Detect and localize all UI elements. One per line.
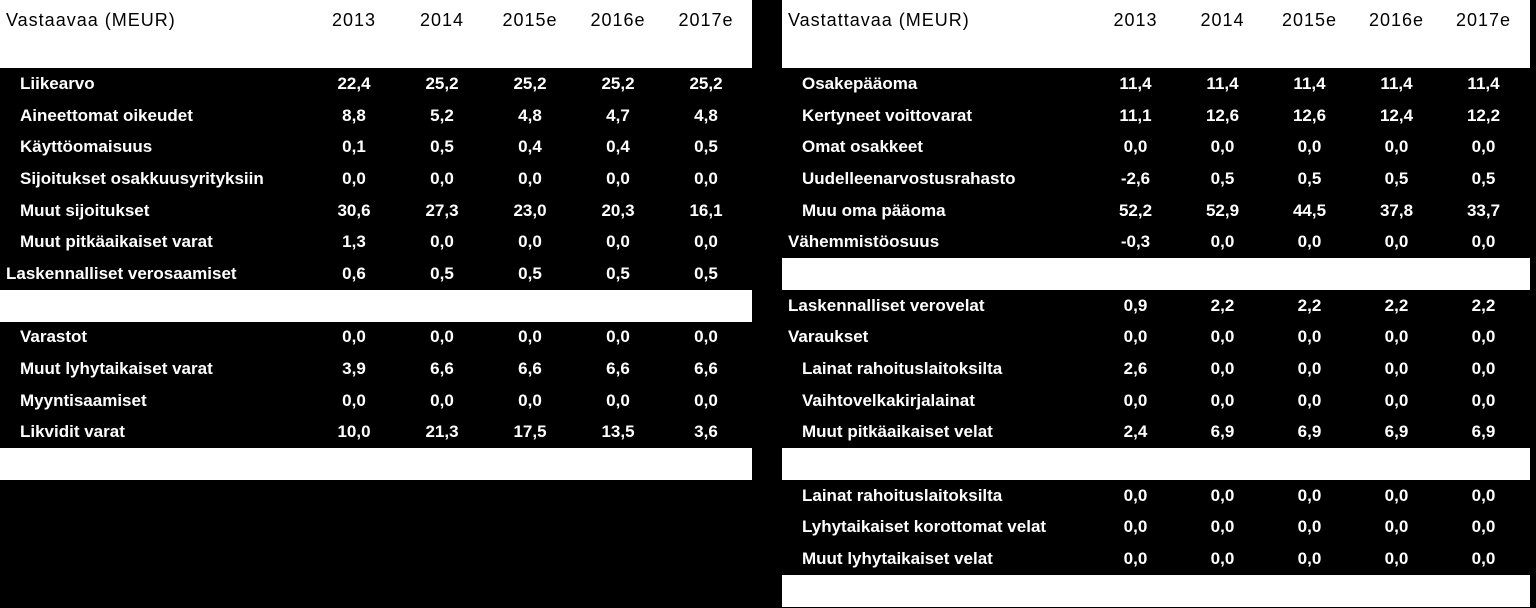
- row-value: 0,0: [606, 232, 630, 252]
- row-value: 3,9: [342, 359, 366, 379]
- row-value: 0,0: [1471, 390, 1496, 410]
- row-value: 0,0: [1384, 549, 1409, 569]
- row-label: Käyttöomaisuus: [20, 137, 153, 157]
- row-value: 0,0: [1384, 327, 1409, 347]
- row-value: 0,5: [1297, 168, 1322, 188]
- row-value: 0,0: [1384, 232, 1409, 252]
- table-row: [782, 385, 1530, 417]
- row-value: 0,1: [342, 137, 366, 157]
- row-value: 0,0: [1471, 327, 1496, 347]
- row-value: 0,0: [430, 327, 454, 347]
- liabilities-header: [782, 0, 1530, 68]
- table-row: [782, 131, 1530, 163]
- row-value: 0,0: [342, 390, 366, 410]
- row-value: 0,0: [694, 168, 718, 188]
- table-row: [782, 353, 1530, 385]
- row-label: Vähemmistöosuus: [788, 232, 940, 252]
- year-header: 2015e: [502, 10, 558, 30]
- row-value: 6,6: [606, 359, 630, 379]
- table-row: [0, 195, 752, 227]
- row-value: 0,0: [1384, 359, 1409, 379]
- row-value: 0,0: [1123, 517, 1148, 537]
- row-value: 0,0: [430, 168, 454, 188]
- row-value: 25,2: [513, 73, 547, 93]
- row-value: 11,1: [1119, 105, 1152, 125]
- row-value: 0,0: [694, 232, 718, 252]
- row-value: 0,0: [606, 168, 630, 188]
- row-value: 0,5: [694, 137, 718, 157]
- row-value: 4,8: [694, 105, 718, 125]
- row-value: -2,6: [1120, 168, 1151, 188]
- row-value: 0,4: [606, 137, 630, 157]
- row-label: Lainat rahoituslaitoksilta: [802, 359, 1003, 379]
- year-header: 2017e: [678, 10, 734, 30]
- row-value: 44,5: [1292, 200, 1327, 220]
- row-value: 6,9: [1384, 422, 1409, 442]
- row-value: 16,1: [689, 200, 723, 220]
- year-header: 2014: [419, 10, 465, 30]
- row-label: Osakepääoma: [802, 73, 918, 93]
- row-label: Muut lyhytaikaiset varat: [20, 359, 213, 379]
- row-value: 8,8: [342, 105, 366, 125]
- row-label: Uudelleenarvostusrahasto: [802, 168, 1016, 188]
- table-row: [782, 226, 1530, 258]
- row-value: 6,6: [430, 359, 454, 379]
- separator-row: [0, 448, 752, 480]
- row-value: 0,0: [1297, 549, 1322, 569]
- row-value: 52,2: [1118, 200, 1153, 220]
- row-value: 11,4: [1119, 73, 1152, 93]
- table-row: [0, 322, 752, 354]
- row-value: 6,6: [694, 359, 718, 379]
- row-value: 4,8: [518, 105, 542, 125]
- table-row: [0, 100, 752, 132]
- separator-row: [782, 258, 1530, 290]
- assets-title: Vastaavaa (MEUR): [6, 10, 176, 30]
- row-value: 11,4: [1380, 73, 1413, 93]
- year-header: 2015e: [1281, 10, 1338, 30]
- row-value: 0,0: [1210, 327, 1235, 347]
- row-value: 2,6: [1123, 359, 1148, 379]
- row-value: 13,5: [601, 422, 635, 442]
- row-value: 25,2: [601, 73, 635, 93]
- year-header: 2016e: [590, 10, 646, 30]
- table-row: [0, 131, 752, 163]
- row-value: 6,9: [1471, 422, 1496, 442]
- row-value: 0,0: [1123, 549, 1148, 569]
- row-label: Muut sijoitukset: [20, 200, 150, 220]
- year-header: 2014: [1200, 10, 1245, 30]
- row-value: 0,0: [1471, 485, 1496, 505]
- row-value: 0,0: [1210, 137, 1235, 157]
- row-value: 0,0: [430, 390, 454, 410]
- row-value: 25,2: [689, 73, 723, 93]
- row-value: 0,0: [606, 390, 630, 410]
- year-header: 2016e: [1368, 10, 1425, 30]
- row-value: 0,0: [1123, 485, 1148, 505]
- row-value: 20,3: [601, 200, 635, 220]
- table-row: [782, 417, 1530, 449]
- separator-row: [782, 448, 1530, 480]
- table-row: [0, 163, 752, 195]
- row-value: 0,0: [1210, 549, 1235, 569]
- row-label: Likvidit varat: [20, 422, 125, 442]
- row-value: 0,0: [1384, 517, 1409, 537]
- table-row: [0, 258, 752, 290]
- row-value: 0,0: [1384, 485, 1409, 505]
- row-value: 30,6: [337, 200, 371, 220]
- row-label: Muu oma pääoma: [802, 200, 946, 220]
- row-value: 6,6: [518, 359, 542, 379]
- row-value: 0,0: [1210, 232, 1235, 252]
- row-value: 11,4: [1467, 73, 1500, 93]
- row-value: 2,2: [1471, 295, 1496, 315]
- row-value: 52,9: [1205, 200, 1240, 220]
- row-value: 0,0: [1123, 327, 1148, 347]
- year-header: 2013: [1113, 10, 1158, 30]
- table-row: [782, 480, 1530, 512]
- row-value: 0,6: [342, 263, 366, 283]
- row-label: Muut pitkäaikaiset varat: [20, 232, 213, 252]
- row-value: 0,5: [1471, 168, 1496, 188]
- assets-header: [0, 0, 752, 68]
- row-value: 0,0: [1210, 390, 1235, 410]
- liabilities-body: [782, 68, 1530, 607]
- row-value: 0,0: [1384, 137, 1409, 157]
- row-value: 0,5: [430, 137, 454, 157]
- row-value: 0,5: [430, 263, 454, 283]
- row-value: 0,0: [518, 168, 542, 188]
- row-value: 0,4: [518, 137, 542, 157]
- row-value: 23,0: [513, 200, 547, 220]
- row-value: 2,2: [1297, 295, 1322, 315]
- row-value: 0,0: [1297, 137, 1322, 157]
- row-value: 12,6: [1205, 105, 1240, 125]
- row-value: 6,9: [1210, 422, 1235, 442]
- row-value: 0,0: [1471, 549, 1496, 569]
- row-value: 0,9: [1123, 295, 1148, 315]
- row-value: 0,0: [1123, 390, 1148, 410]
- table-row: [0, 417, 752, 449]
- year-header: 2017e: [1455, 10, 1512, 30]
- row-value: 0,0: [430, 232, 454, 252]
- table-row: [782, 68, 1530, 100]
- liabilities-title: Vastattavaa (MEUR): [788, 10, 970, 30]
- assets-body: [0, 68, 752, 480]
- row-label: Lyhytaikaiset korottomat velat: [802, 517, 1047, 537]
- row-value: 11,4: [1293, 73, 1326, 93]
- row-value: 0,5: [606, 263, 630, 283]
- row-value: -0,3: [1120, 232, 1151, 252]
- row-value: 0,0: [1297, 485, 1322, 505]
- row-label: Liikearvo: [20, 73, 95, 93]
- year-header: 2013: [331, 10, 377, 30]
- table-row: [0, 226, 752, 258]
- row-value: 0,5: [1210, 168, 1235, 188]
- row-value: 0,0: [1297, 327, 1322, 347]
- row-label: Muut pitkäaikaiset velat: [802, 422, 993, 442]
- row-label: Myyntisaamiset: [20, 390, 147, 410]
- row-value: 0,0: [1210, 359, 1235, 379]
- row-value: 0,0: [694, 390, 718, 410]
- row-value: 0,5: [518, 263, 542, 283]
- row-label: Kertyneet voittovarat: [802, 105, 973, 125]
- row-label: Varaukset: [788, 327, 869, 347]
- row-value: 17,5: [513, 422, 547, 442]
- row-value: 0,0: [694, 327, 718, 347]
- row-label: Aineettomat oikeudet: [20, 105, 193, 125]
- row-value: 11,4: [1206, 73, 1239, 93]
- row-value: 3,6: [694, 422, 718, 442]
- row-label: Muut lyhytaikaiset velat: [802, 549, 993, 569]
- row-value: 27,3: [425, 200, 459, 220]
- row-value: 0,0: [1471, 232, 1496, 252]
- row-label: Laskennalliset verosaamiset: [6, 263, 237, 283]
- row-value: 0,0: [518, 327, 542, 347]
- row-value: 6,9: [1297, 422, 1322, 442]
- row-value: 0,0: [342, 168, 366, 188]
- row-value: 0,0: [1297, 390, 1322, 410]
- table-row: [0, 353, 752, 385]
- row-value: 0,0: [1297, 359, 1322, 379]
- separator-row: [782, 575, 1530, 607]
- row-label: Vaihtovelkakirjalainat: [802, 390, 975, 410]
- row-value: 0,0: [606, 327, 630, 347]
- row-value: 21,3: [425, 422, 459, 442]
- table-row: [782, 195, 1530, 227]
- liabilities-table: [782, 0, 1530, 607]
- table-row: [782, 543, 1530, 575]
- table-row: [782, 322, 1530, 354]
- row-value: 4,7: [606, 105, 630, 125]
- row-value: 0,0: [1471, 137, 1496, 157]
- row-value: 25,2: [425, 73, 459, 93]
- row-value: 0,0: [518, 232, 542, 252]
- row-value: 12,4: [1379, 105, 1414, 125]
- row-value: 37,8: [1379, 200, 1414, 220]
- row-value: 0,0: [1210, 485, 1235, 505]
- table-row: [0, 385, 752, 417]
- row-value: 5,2: [430, 105, 454, 125]
- separator-row: [0, 290, 752, 322]
- row-label: Sijoitukset osakkuusyrityksiin: [20, 168, 264, 188]
- row-value: 0,5: [1384, 168, 1409, 188]
- row-value: 0,0: [1210, 517, 1235, 537]
- row-value: 10,0: [337, 422, 371, 442]
- assets-table: [0, 0, 752, 480]
- row-value: 0,0: [1123, 137, 1148, 157]
- row-value: 2,2: [1210, 295, 1235, 315]
- table-row: [782, 100, 1530, 132]
- row-value: 12,6: [1292, 105, 1327, 125]
- row-value: 0,0: [1297, 232, 1322, 252]
- row-value: 0,0: [1471, 359, 1496, 379]
- row-value: 2,2: [1384, 295, 1409, 315]
- row-label: Varastot: [20, 327, 88, 347]
- row-value: 0,0: [342, 327, 366, 347]
- row-value: 0,0: [518, 390, 542, 410]
- row-label: Lainat rahoituslaitoksilta: [802, 485, 1003, 505]
- row-label: Omat osakkeet: [802, 137, 923, 157]
- row-value: 1,3: [342, 232, 366, 252]
- row-value: 0,5: [694, 263, 718, 283]
- table-row: [782, 290, 1530, 322]
- row-value: 0,0: [1384, 390, 1409, 410]
- row-value: 22,4: [337, 73, 371, 93]
- row-value: 12,2: [1466, 105, 1501, 125]
- table-row: [782, 512, 1530, 544]
- row-value: 33,7: [1466, 200, 1501, 220]
- row-value: 0,0: [1471, 517, 1496, 537]
- row-value: 2,4: [1123, 422, 1148, 442]
- row-value: 0,0: [1297, 517, 1322, 537]
- row-label: Laskennalliset verovelat: [788, 295, 985, 315]
- table-row: [0, 68, 752, 100]
- table-row: [782, 163, 1530, 195]
